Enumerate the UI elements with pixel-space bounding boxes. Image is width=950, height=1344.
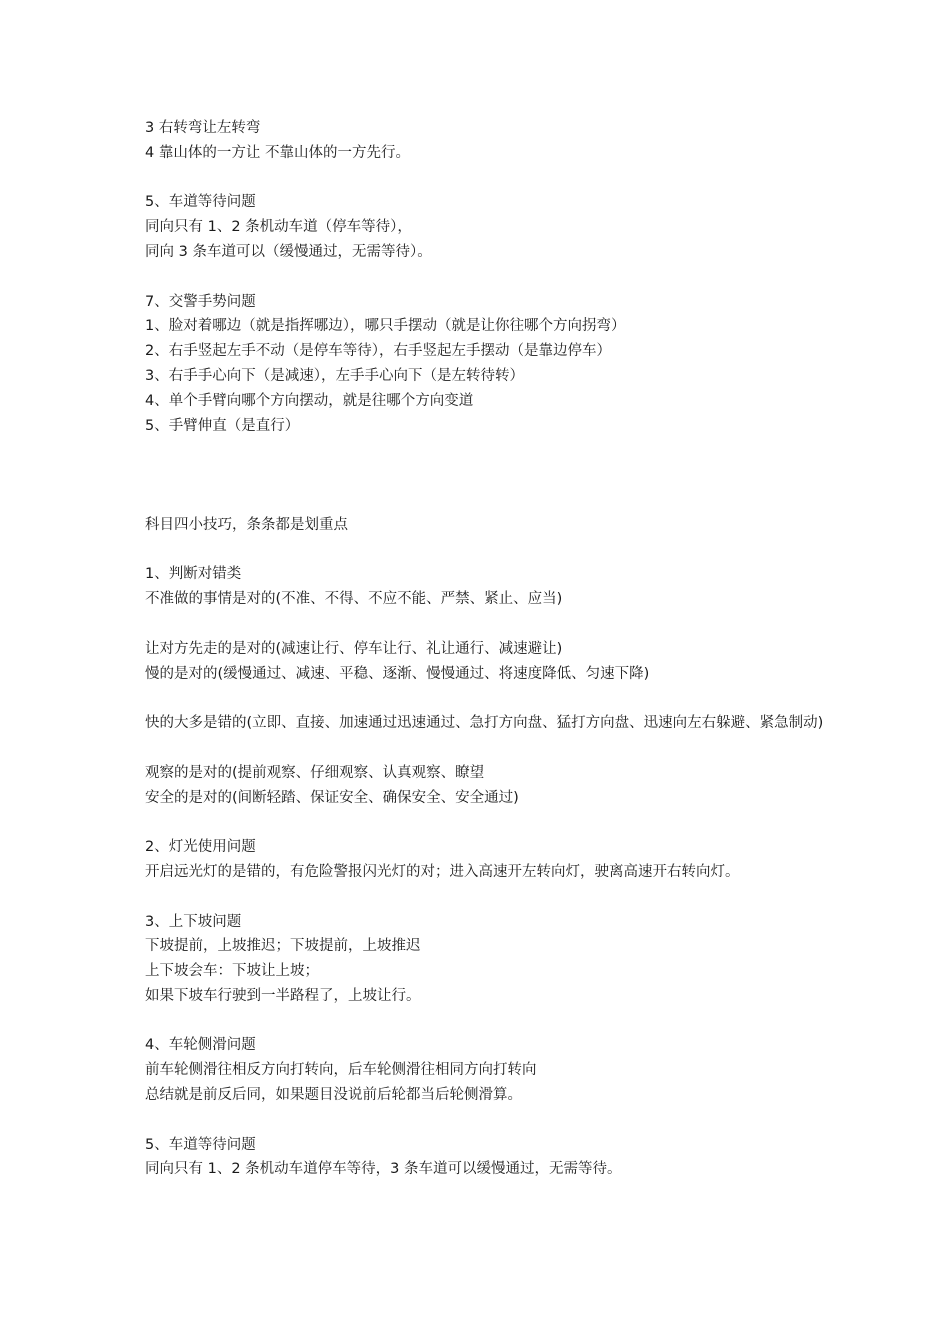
lane-wait-2-line: 同向只有 1、2 条机动车道停车等待，3 条车道可以缓慢通过，无需等待。 (145, 1161, 622, 1178)
lane-wait-line-1: 同向只有 1、2 条机动车道（停车等待）， (145, 219, 412, 236)
spacer (145, 538, 825, 563)
police-gesture-line-4: 4、单个手臂向哪个方向摆动，就是往哪个方向变道 (145, 392, 474, 409)
police-gesture-line-1: 1、脸对着哪边（就是指挥哪边），哪只手摆动（就是让你往哪个方向拐弯） (145, 318, 626, 335)
spacer (145, 612, 825, 637)
section-heading-light: 2、灯光使用问题 (145, 839, 256, 856)
section-heading-skid: 4、车轮侧滑问题 (145, 1037, 256, 1054)
lane-wait-line-2: 同向 3 条车道可以（缓慢通过，无需等待）。 (145, 243, 432, 260)
police-gesture-line-5: 5、手臂伸直（是直行） (145, 417, 300, 434)
spacer (145, 166, 825, 191)
section-heading-slope: 3、上下坡问题 (145, 913, 242, 930)
spacer (145, 736, 825, 761)
judge-line-2: 让对方先走的是对的(减速让行、停车让行、礼让通行、减速避让) (145, 640, 563, 657)
light-line: 开启远光灯的是错的，有危险警报闪光灯的对；进入高速开左转向灯，驶离高速开右转向灯。 (145, 863, 740, 880)
judge-line-3: 慢的是对的(缓慢通过、减速、平稳、逐渐、慢慢通过、将速度降低、匀速下降) (145, 665, 650, 682)
spacer (145, 1009, 825, 1034)
rule-4: 4 靠山体的一方让 不靠山体的一方先行。 (145, 144, 410, 161)
document-page (145, 116, 825, 1182)
police-gesture-line-2: 2、右手竖起左手不动（是停车等待），右手竖起左手摆动（是靠边停车） (145, 343, 611, 360)
section-heading-police-gesture: 7、交警手势问题 (145, 293, 256, 310)
slope-line-2: 上下坡会车：下坡让上坡； (145, 963, 319, 980)
document-title: 科目四小技巧，条条都是划重点 (145, 516, 348, 533)
spacer (145, 686, 825, 711)
judge-line-4: 快的大多是错的(立即、直接、加速通过迅速通过、急打方向盘、猛打方向盘、迅速向左右躲避、紧急制动) (145, 715, 824, 732)
spacer (145, 885, 825, 910)
section-heading-judge: 1、判断对错类 (145, 566, 242, 583)
spacer (145, 1108, 825, 1133)
section-heading-lane-wait-2: 5、车道等待问题 (145, 1136, 256, 1153)
police-gesture-line-3: 3、右手手心向下（是减速），左手手心向下（是左转待转） (145, 367, 524, 384)
slope-line-1: 下坡提前，上坡推迟；下坡提前，上坡推迟 (145, 938, 421, 955)
spacer (145, 438, 825, 512)
judge-line-5: 观察的是对的(提前观察、仔细观察、认真观察、瞭望 (145, 764, 485, 781)
slope-line-3: 如果下坡车行驶到一半路程了，上坡让行。 (145, 987, 421, 1004)
spacer (145, 810, 825, 835)
skid-line-1: 前车轮侧滑往相反方向打转向，后车轮侧滑往相同方向打转向 (145, 1062, 537, 1079)
judge-line-6: 安全的是对的(间断轻踏、保证安全、确保安全、安全通过) (145, 789, 519, 806)
section-heading-lane-wait: 5、车道等待问题 (145, 194, 256, 211)
spacer (145, 265, 825, 290)
skid-line-2: 总结就是前反后同，如果题目没说前后轮都当后轮侧滑算。 (145, 1087, 522, 1104)
judge-line-1: 不准做的事情是对的(不准、不得、不应不能、严禁、紧止、应当) (145, 591, 563, 608)
rule-3: 3 右转弯让左转弯 (145, 120, 261, 136)
